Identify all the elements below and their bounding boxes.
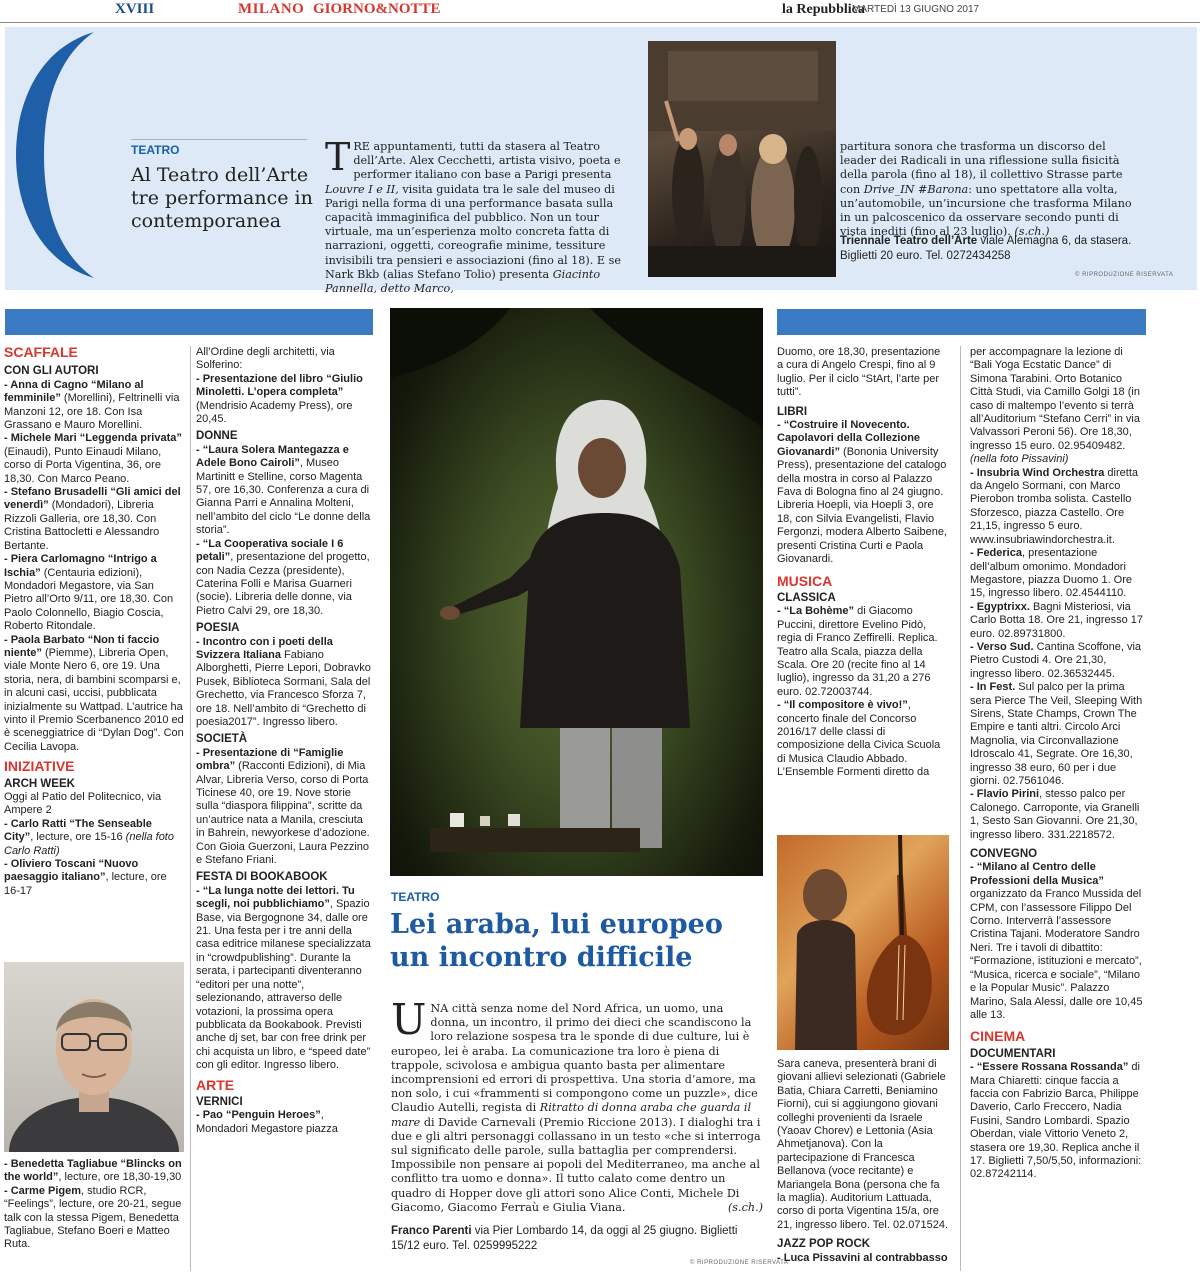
center-credit: © RIPRODUZIONE RISERVATA (690, 1260, 789, 1266)
list-item: - “La Cooperativa sociale I 6 petali”, presentazione del progetto, con Nadia Cezza (presidente), Caterina Folli e Marisa Guarneri (socie). Libreria delle donne, via Pietro Calvi 29, ore 18,30. (196, 537, 370, 617)
pissavini-photo (777, 835, 949, 1050)
list-item: - Stefano Brusadelli “Gli amici del venerdì” (Mondadori), Libreria Rizzoli Galleria, ore 18,30. Con Cristina Battocletti e Alessandro Bertante. (4, 486, 181, 552)
donne-heading: DONNE (196, 430, 238, 443)
arte-heading: ARTE (196, 1076, 235, 1093)
list-item: - “Costruire il Novecento. Capolavori della Collezione Giovanardi” (Bononia University Press), presentazione del catalogo della mostra in corso al Palazzo Fava di Bologna fino al 24 giugno. Libreria Hoepli, via Hoepli 3, ore 18, con Silvia Evangelisti, Flavio Fergonzi, modera Alberto Saibene, presenti Cristina Curti e Paola Giovanardi. (777, 419, 947, 566)
col2-intro: All’Ordine degli architetti, via Solferino: (196, 346, 335, 372)
top-venue-name: Triennale Teatro dell’Arte (840, 235, 978, 247)
musica-heading: MUSICA (777, 572, 833, 589)
left-section-bar (5, 309, 373, 335)
list-item: - Egyptrixx. Bagni Misteriosi, via Carlo Botta 18. Ore 21, ingresso 17 euro. 02.89731800. (970, 600, 1144, 640)
scaffale-heading: SCAFFALE (4, 344, 78, 360)
list-item: - Carlo Ratti “The Senseable City”, lecture, ore 15-16 (nella foto Carlo Ratti) (4, 817, 174, 857)
top-title-3: Drive_IN #Barona (863, 182, 969, 196)
arch-week-heading: ARCH WEEK (4, 777, 75, 790)
column-2 (196, 346, 374, 1136)
arch-intro: Oggi al Patio del Politecnico, via Ampere 2 (4, 791, 162, 817)
center-headline: Lei araba, lui europeo un incontro difficile (390, 909, 723, 973)
center-kicker: TEATRO (391, 890, 440, 904)
top-title-2: Giacinto Pannella, detto Marco, (325, 267, 601, 296)
center-photo (390, 308, 763, 876)
center-venue-info: via Pier Lombardo 14, da oggi al 25 giugno. Biglietti 15/12 euro. Tel. 0259995222 (391, 1225, 738, 1252)
column-3 (777, 346, 949, 780)
list-item: - Anna di Cagno “Milano al femminile” (Morellini), Feltrinelli via Manzoni 12, ore 18. Con Isa Grassano e Mauro Morellini. (4, 378, 180, 432)
con-autori-heading: CON GLI AUTORI (4, 365, 99, 378)
iniziative-heading: INIZIATIVE (4, 758, 75, 775)
page-header (0, 0, 1200, 23)
center-dropcap: U (391, 995, 427, 1044)
section-name: MILANO (238, 1, 305, 17)
list-item: - Federica, presentazione dell’album omonimo. Mondadori Megastore, piazza Duomo 1. Ore 15, ingresso libero. 02.4544110. (970, 547, 1133, 600)
column-rule-1 (190, 346, 191, 1271)
portrait-illustration (4, 962, 184, 1152)
center-body (391, 995, 763, 1215)
list-item: - Incontro con i poeti della Svizzera Italiana Fabiano Alborghetti, Pierre Lepori, Dobravko Pusek, Biblioteca Sormani, Sala del Grechetto, via Francesco Sforza 7, ore 18. Nell’ambito di “Grechetto di poesia2017”. Ingresso libero. (196, 635, 371, 728)
top-headline: Al Teatro dell’Arte tre performance in contemporanea (131, 164, 313, 232)
list-item: - “La lunga notte dei lettori. Tu scegli, noi pubblichiamo”, Spazio Base, via Bergognone 34, dalle ore 21. Una festa per i tre anni della casa editrice milanese specializzata in “crowdpublishing”. Durante la serata, i partecipanti diventeranno “editori per una notte”, selezionando, attraverso delle votazioni, la prossima opera pubblicata da Bookabook. Previsti anche dj set, bar con free drink per chi acquista un libro, e “speed date” con gli editor. Ingresso libero. (196, 884, 371, 1072)
center-text-1: NA città senza nome del Nord Africa, un uomo, una donna, un incontro, il primo dei dieci che scandiscono la loro relazione sospesa tra le sponde di due culture, lui è europeo, lei è araba. La comunicazione tra loro è piena di trappole, scivolosa e ambigua quanto basta per alimentare incomprensioni ed errori di prospettiva. Una storia d’amore, ma non solo, i cui «frammenti si compongono come un puzzle», dice Claudio Autelli, regista di (391, 1002, 758, 1115)
convegno-heading: CONVEGNO (970, 848, 1038, 861)
documentari-heading: DOCUMENTARI (970, 1047, 1056, 1060)
top-article-col2 (840, 140, 1145, 239)
vernici-heading: VERNICI (196, 1095, 243, 1108)
top-photo (648, 41, 836, 277)
top-signature: (s.ch.) (1014, 225, 1050, 239)
list-item: - Presentazione del libro “Giulio Minoletti. L’opera completa” (Mendrisio Academy Press), ore 20,45. (196, 372, 363, 426)
list-item: - Verso Sud. Cantina Scoffone, via Pietro Custodi 4. Ore 21,30, ingresso libero. 02.36532445. (970, 640, 1141, 680)
column-3-bottom (777, 1058, 949, 1265)
center-venue-block (391, 1224, 763, 1253)
list-item: - “La Bohème” di Giacomo Puccini, direttore Evelino Pidò, regia di Franco Zeffirelli. Replica. Teatro alla Scala, piazza della Scala. Ore 20 (recite fino al 14 luglio), ingresso da 31,20 a 276 euro. 02.72003744. (777, 605, 938, 698)
top-credit: © RIPRODUZIONE RISERVATA (1075, 272, 1174, 278)
right-section-bar (777, 309, 1146, 335)
list-item: - Paola Barbato “Non ti faccio niente” (Piemme), Libreria Open, viale Monte Nero 6, ore 19. Una storia, nera, di bambini scomparsi e, in alcuni casi, uccisi, pubblicata inizialmente su Wattpad. L’autrice ha vinto il Premio Scerbanenco 2010 ed è sceneggiatrice di “Dylan Dog”. Con Cecilia Lavopa. (4, 633, 184, 753)
column-1 (4, 346, 184, 898)
top-venue-info: viale Alemagna 6, da stasera. Biglietti 20 euro. Tel. 0272434258 (840, 235, 1132, 262)
actor-scene (390, 308, 763, 876)
list-item: - “Il compositore è vivo!”, concerto finale del Concorso 2016/17 delle classi di composizione della Civica Scuola di Musica Claudio Abbado. L’Ensemble Formenti diretto da (777, 699, 941, 779)
top-venue-block (840, 234, 1145, 264)
center-play-title: Ritratto di donna araba che guarda il mare (391, 1101, 752, 1129)
list-item: - Michele Mari “Leggenda privata” (Einaudi), Punto Einaudi Milano, corso di Porta Vigentina, 36, ore 18,30. Con Marco Peano. (4, 432, 182, 485)
top-photo-scene (648, 41, 836, 277)
crescent-graphic (14, 30, 96, 280)
societa-heading: SOCIETÀ (196, 733, 248, 746)
top-dropcap: T (325, 135, 351, 179)
classica-heading: CLASSICA (777, 591, 836, 604)
jazz-heading: JAZZ POP ROCK (777, 1238, 871, 1251)
list-item: - Benedetta Tagliabue “Blincks on the world”, lecture, ore 18,30-19,30 (4, 1158, 182, 1184)
list-item: - Oliviero Toscani “Nuovo paesaggio italiano”, lecture, ore 16-17 (4, 858, 167, 897)
top-text-4: : uno spettatore alla volta, un’automobile, un’incursione che trasforma Milano in un palcoscenico da osservare secondo punti di vista inediti (fino al 23 luglio). (840, 182, 1132, 239)
issue-date: MARTEDÌ 13 GIUGNO 2017 (852, 4, 980, 15)
list-item: - “Milano al Centro delle Professioni della Musica” organizzato da Franco Mussida del CPM, con l’assessore Filippo Del Corno. Interverrà l’assessore Cristina Tajani. Moderatore Sandro Neri. Tre i tavoli di dibattito: “Formazione, istituzioni e mercato”, “Musica, ricerca e sociale”, “Milano e la Popular Music”. Palazzo Marino, Sala Alessi, dalle ore 10,45 alle 13. (970, 861, 1143, 1021)
top-text-1: RE appuntamenti, tutti da stasera al Teatro dell’Arte. Alex Cecchetti, artista visivo, poeta e performer italiano con base a Parigi presenta (353, 140, 621, 182)
page-number: XVIII (115, 1, 155, 17)
cinema-heading: CINEMA (970, 1028, 1026, 1045)
top-article-col1 (325, 135, 637, 296)
list-item: - Carme Pigem, studio RCR, “Feelings”, lecture, ore 20-21, segue talk con la stessa Pigem, Benedetta Tagliabue, Stefano Boeri e Matteo Ruta. (4, 1184, 182, 1251)
bassist-scene (777, 835, 949, 1050)
list-item: - Pao “Penguin Heroes”, Mondadori Megastore piazza (196, 1109, 338, 1135)
festa-heading: FESTA DI BOOKABOOK (196, 871, 328, 884)
list-item: - “Laura Solera Mantegazza e Adele Bono Cairoli”, Museo Martinitt e Stelline, corso Magenta 57, ore 16,30. Conferenza a cura di Gianna Parri e Annalina Molteni, nell’ambito del ciclo “Le donne della storia”. (196, 443, 371, 537)
poesia-heading: POESIA (196, 622, 240, 635)
col4-intro: per accompagnare la lezione di “Bali Yoga Ecstatic Dance” di Simona Tarabini. Orto Botanico Città Studi, via Camillo Golgi 18 (in caso di maltempo l’evento si terrà all’Auditorium “Stefano Cerri” in via Valvassori Peroni 56). Ore 18,30, ingresso 15 euro. 02.95409482. (nella foto Pissavini) (970, 346, 1140, 466)
top-title-1: Louvre I e II, (325, 182, 399, 196)
list-item: - Flavio Pirini, stesso palco per Calonego. Carroponte, via Granelli 1, Sesto San Giovanni. Ore 21,30, ingresso libero. 331.2218572. (970, 788, 1140, 841)
column-4 (970, 346, 1146, 1182)
top-text-3: partitura sonora che trasforma un discorso del leader dei Radicali in una riflessione sulla fisicità della parola (fino al 18), il collettivo Strasse parte con (840, 140, 1123, 196)
section-subname: GIORNO&NOTTE (313, 1, 441, 17)
col3-after-photo: Sara caneva, presenterà brani di giovani allievi selezionati (Gabriele Batia, Chiara Carretti, Beniamino Fiorni), cui si aggiungono giovani colleghi provenienti da Israele (Yaoav Chorev) e Lettonia (Asia Ahmetjanova). Con la partecipazione di Francesca Bellanova (voce recitante) e Mariangela Bona (persona che fa la maglia). Auditorium Lattuada, corso di porta Vigentina 15/a, ore 21, ingresso libero. Tel. 02.071524. (777, 1058, 949, 1231)
list-item: - Luca Pissavini al contrabbasso (777, 1251, 948, 1264)
top-kicker: TEATRO (131, 143, 180, 157)
list-item: - Presentazione di “Famiglie ombra” (Racconti Edizioni), di Mia Alvar, Libreria Verso, corso di Porta Ticinese 40, ore 19. Nove storie sulla “diaspora filippina”, scritte da un’autrice nata a Manila, cresciuta in Bahrein, newyorkese d’adozione. Con Gioia Guerzoni, Laura Pezzino e Stefano Friani. (196, 746, 370, 867)
carlo-ratti-photo (4, 962, 184, 1152)
center-signature: (s.ch.) (727, 1200, 763, 1214)
list-item: - Insubria Wind Orchestra diretta da Angelo Sormani, con Marco Pierobon tromba solista. Castello Sforzesco, piazza Castello. Ore 21,15, ingresso 5 euro. www.insubriawindorchestra.it. (970, 466, 1139, 546)
list-item: - “Essere Rossana Rossanda” di Mara Chiaretti: cinque faccia a faccia con Fabrizio Barca, Philippe Daverio, Carlo Freccero, Nadia Fusini, Sandro Lombardi. Spazio Oberdan, viale Vittorio Veneto 2, stasera ore 19,30. Replica anche il 17. Biglietti 7,50/5,50, informazioni: 02.87242114. (970, 1061, 1142, 1181)
column-1-bottom (4, 1158, 184, 1252)
col3-intro: Duomo, ore 18,30, presentazione a cura di Angelo Crespi, fino al 9 luglio. Per il ciclo “StArt, l’arte per tutti”. (777, 346, 941, 399)
list-item: - In Fest. Sul palco per la prima sera Pierce The Veil, Sleeping With Sirens, State Champs, Crown The Empire e tanti altri. Circolo Arci Magnolia, via Circonvallazione Idroscalo 41, Segrate. Ore 16,30, ingresso 38 euro, 60 per i due giorni. 02.7561046. (970, 681, 1143, 787)
top-kicker-rule (131, 139, 307, 140)
column-rule-2 (960, 346, 961, 1271)
libri-heading: LIBRI (777, 405, 808, 418)
center-venue-name: Franco Parenti (391, 1225, 472, 1237)
newspaper-name: la Repubblica (782, 2, 865, 17)
list-item: - Piera Carlomagno “Intrigo a Ischia” (Centauria edizioni), Mondadori Megastore, via San Pietro all’Orto 9/11, ore 18,30. Con Paolo Colonnello, Biagio Coscia, Roberto Ritondale. (4, 553, 174, 633)
top-text-2: visita guidata tra le sale del museo di Parigi nella forma di una performance basata sulla capacità immaginifica del pubblico. Non un tour virtuale, ma un’esperienza molto concreta fatta di narrazioni, oggetti, coreografie minime, tessiture invisibili tra pensieri e associazioni (fino al 18). E se Nark Bkb (alias Stefano Tolio) presenta (325, 182, 621, 281)
center-text-2: di Davide Carnevali (Premio Riccione 2013). I dialoghi tra i due e gli altri personaggi collassano in un testo «che si interroga sul significato delle parole, sulla battaglia per comprendersi. Impossibile non pensare ai popoli del Mediterraneo, ma anche al conflitto tra uomo e donna». Il tutto calato come dentro un quadro di Hopper dove gli attori sono Alice Conti, Michele Di Giacomo, Giacomo Ferraù e Giulia Viana. (391, 1115, 761, 1214)
